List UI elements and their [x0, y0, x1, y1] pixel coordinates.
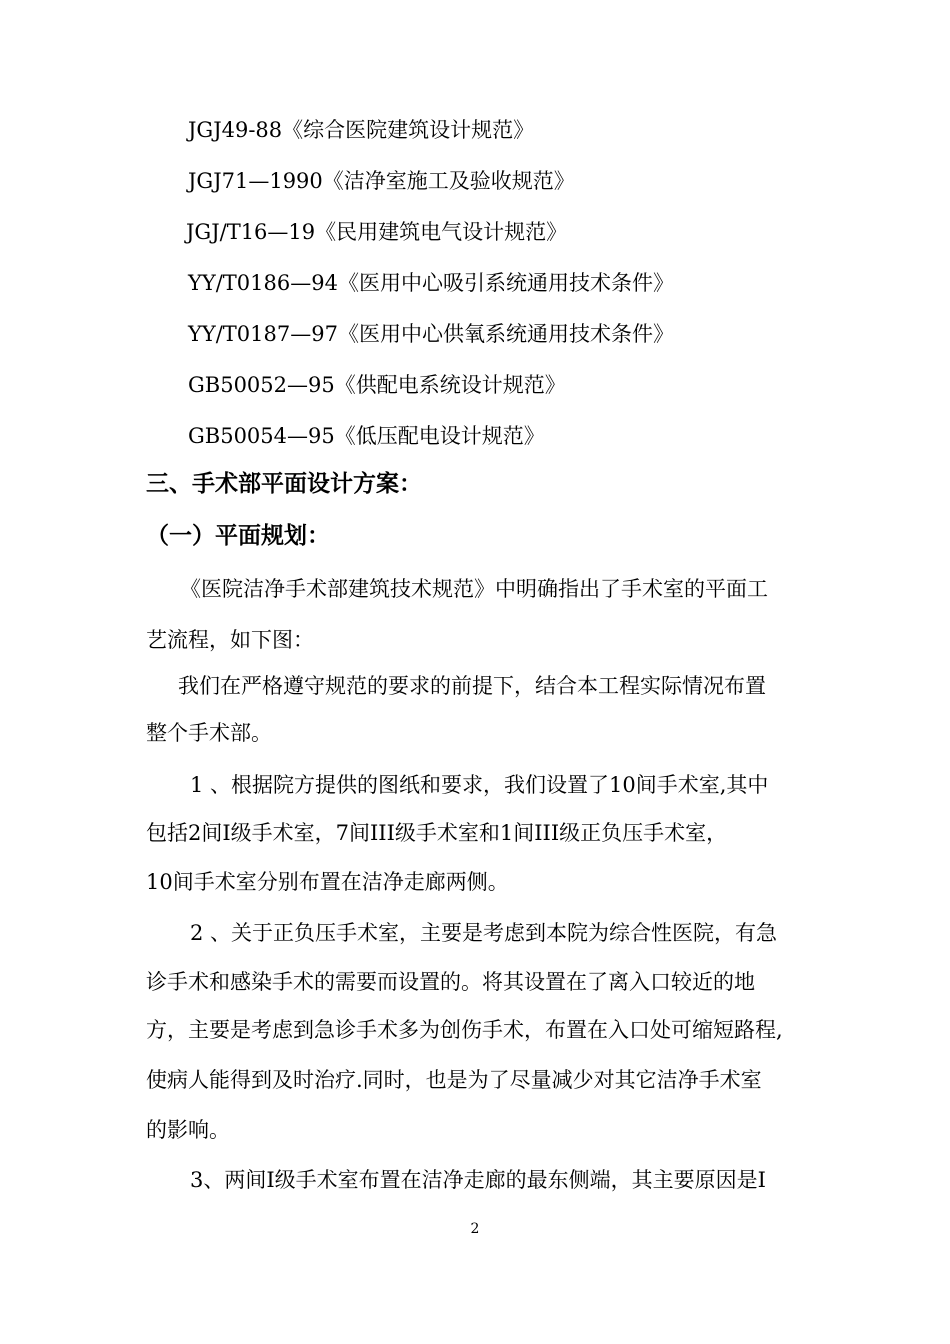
section-heading: 三、手术部平面设计方案：	[146, 470, 422, 497]
paragraph-line: 我们在严格遵守规范的要求的前提下，结合本工程实际情况布置	[178, 674, 766, 698]
standard-item: GB50054—95《低压配电设计规范》	[188, 424, 545, 448]
paragraph-line: 方，主要是考虑到急诊手术多为创伤手术，布置在入口处可缩短路程,	[146, 1018, 783, 1042]
paragraph-line: 包括2间I级手术室，7间III级手术室和1间III级正负压手术室，	[146, 821, 728, 845]
paragraph-line: 3、两间I级手术室布置在洁净走廊的最东侧端，其主要原因是I	[190, 1168, 766, 1192]
standard-item: YY/T0186—94《医用中心吸引系统通用技术条件》	[188, 271, 674, 295]
paragraph-line: 艺流程，如下图：	[146, 628, 314, 652]
standard-item: JGJ49-88《综合医院建筑设计规范》	[188, 118, 535, 142]
page-number: 2	[470, 1221, 480, 1237]
standard-item: YY/T0187—97《医用中心供氧系统通用技术条件》	[188, 322, 674, 346]
paragraph-line: 《医院洁净手术部建筑技术规范》中明确指出了手术室的平面工	[180, 577, 768, 601]
paragraph-line: 1 、根据院方提供的图纸和要求，我们设置了10间手术室,其中	[190, 773, 769, 797]
paragraph-line: 的影响。	[146, 1118, 230, 1142]
paragraph-line: 诊手术和感染手术的需要而设置的。将其设置在了离入口较近的地	[146, 970, 755, 994]
subsection-heading: （一）平面规划：	[146, 522, 330, 549]
standard-item: JGJ/T16—19《民用建筑电气设计规范》	[186, 220, 568, 244]
paragraph-line: 整个手术部。	[146, 721, 272, 745]
standard-item: GB50052—95《供配电系统设计规范》	[188, 373, 566, 397]
paragraph-line: 2 、关于正负压手术室，主要是考虑到本院为综合性医院，有急	[190, 921, 778, 945]
standard-item: JGJ71—1990《洁净室施工及验收规范》	[188, 169, 575, 193]
paragraph-line: 10间手术室分别布置在洁净走廊两侧。	[146, 870, 509, 894]
paragraph-line: 使病人能得到及时治疗.同时，也是为了尽量减少对其它洁净手术室	[146, 1068, 762, 1092]
